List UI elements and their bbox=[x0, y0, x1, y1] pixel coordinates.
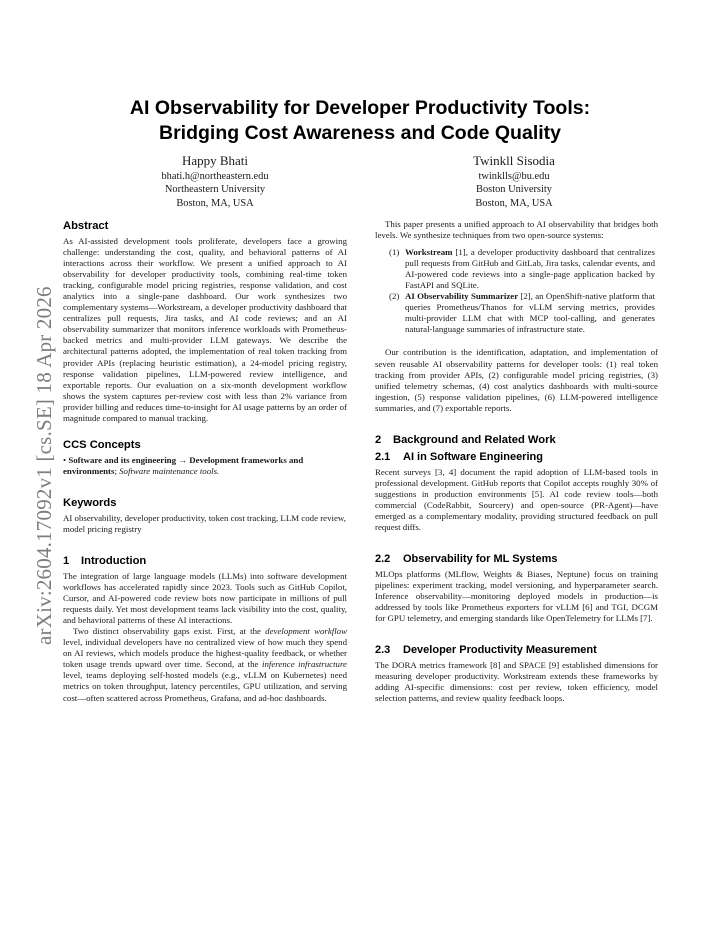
subsection-heading bbox=[375, 552, 658, 566]
author-email: twinklls@bu.edu bbox=[478, 171, 550, 182]
introduction-heading bbox=[63, 554, 347, 568]
section-title: Introduction bbox=[81, 554, 147, 567]
ccs-heading: CCS Concepts bbox=[63, 438, 141, 451]
section-number: 2 bbox=[375, 433, 382, 446]
author-location: Boston, MA, USA bbox=[176, 197, 254, 209]
intro-paragraph-2 bbox=[63, 626, 347, 703]
subsection-text: Recent surveys [3, 4] document the rapid adoption of LLM-based tools in professional development. GitHub reports that Copilot accepts roughly 30% of suggestions in production environments [5]. AI code review tools—both commercial (CodeRabbit, Sourcery) and open-source (PR-Agent)—have emerged as a complementary modality, providing structured feedback on pull request diffs. bbox=[375, 466, 658, 532]
author-name: Happy Bhati bbox=[181, 153, 249, 168]
author-affiliation: Boston University bbox=[476, 184, 552, 196]
right-intro-paragraph: This paper presents a unified approach to AI observability that bridges both levels. We synthesize techniques from two open-source systems: bbox=[375, 219, 658, 241]
keywords-heading: Keywords bbox=[63, 496, 117, 509]
keywords-text: AI observability, developer productivity, token cost tracking, LLM code review, model pricing registry bbox=[63, 512, 346, 534]
subsection-heading bbox=[375, 450, 658, 464]
author-affiliation: Northeastern University bbox=[164, 184, 266, 196]
ccs-bullet: • bbox=[63, 454, 67, 465]
abstract-text: As AI-assisted development tools proliferate, developers face a growing challenge: understanding the cost, quality, and behavioral patterns of AI interactions across their workflow. We present a unified approach to AI observability for developer productivity tools, combining real-time token tracking, configurable model pricing registries, response validation, and cost analytics into a single-pane dashboard. Our work synthesizes two complementary systems—Workstream, a developer productivity dashboard that centralizes pull requests, Jira tasks, and AI code reviews; and an AI observability summarizer that monitors inference workloads with Prometheus-backed metrics and multi-provider LLM gateways. We describe the architectural patterns adopted, the implementation of real token tracking from provider APIs (replacing heuristic estimation), a 24-model pricing registry, response validation pipelines, LLM-powered review intelligence, and exportable reports. Our evaluation on a six-month development workflow shows the system captures per-review cost with less than 2% variance from provider billing and reduces time-to-insight for AI usage patterns by an order of magnitude compared to manual tracking. bbox=[63, 236, 347, 423]
author-block bbox=[85, 152, 345, 210]
contribution-paragraph: Our contribution is the identification, adaptation, and implementation of seven reusable AI observability patterns for developer tools: (1) real token tracking from provider APIs, (2) configurable model pricing registries, (3) unified telemetry schemas, (4) cost analytics dashboards with multi-source ingestion, (5) response validation pipelines, (6) LLM-powered intelligence summaries, and (7) exportable reports. bbox=[375, 347, 658, 413]
list-item-text: [1], a developer productivity dashboard that centralizes pull requests from GitHub and GitLab, Jira tasks, calendar events, and AI-powered code reviews into a single-page application backed by FastAPI and SQLite. bbox=[405, 247, 655, 291]
author-email: bhati.h@northeastern.edu bbox=[161, 171, 269, 182]
systems-list bbox=[375, 247, 658, 335]
list-item bbox=[375, 291, 658, 335]
author-block bbox=[384, 152, 644, 210]
abstract-heading: Abstract bbox=[63, 220, 109, 232]
intro-p2-text-b: level, individual developers have no centralized view of how much they spend on AI reviews, which models produce the highest-quality feedback, or whether token usage trends upward over time. Second, at the bbox=[63, 637, 347, 670]
arxiv-side-stamp bbox=[6, 255, 58, 655]
subsection-number: 2.3 bbox=[375, 644, 391, 657]
left-column bbox=[63, 219, 347, 704]
intro-p2-text-a: Two distinct observability gaps exist. First, at the bbox=[73, 626, 266, 637]
arxiv-identifier: arXiv:2604.17092v1 [cs.SE] 18 Apr 2026 bbox=[32, 286, 56, 645]
subsection-heading bbox=[375, 643, 658, 657]
subsection-text: The DORA metrics framework [8] and SPACE [9] established dimensions for measuring developer productivity. Workstream extends these frameworks by adding AI-specific dimensions: cost per review, token efficiency, model selection patterns, and review quality feedback loops. bbox=[375, 660, 658, 704]
subsection-title: Developer Productivity Measurement bbox=[403, 644, 597, 657]
list-item-text: [2], an OpenShift-native platform that queries Prometheus/Thanos for vLLM serving metrics, provides multi-provider LLM chat with MCP tool-calling, and generates natural-language summaries of infrastructure state. bbox=[405, 291, 655, 335]
ccs-separator: ; bbox=[114, 465, 120, 476]
section-number: 1 bbox=[63, 554, 70, 567]
intro-paragraph-1: The integration of large language models (LLMs) into software development workflows has accelerated rapidly since 2023. Tools such as GitHub Copilot, Cursor, and AI-powered code review bots now participate in millions of pull requests daily. Yet most development teams lack visibility into the cost, quality, and behavioral patterns of these AI interactions. bbox=[63, 570, 347, 626]
subsection-title: AI in Software Engineering bbox=[403, 450, 543, 463]
title-line-1: AI Observability for Developer Productivity Tools: bbox=[129, 97, 591, 119]
background-heading bbox=[375, 433, 658, 447]
list-item-bold: Workstream bbox=[405, 247, 453, 258]
list-item-bold: AI Observability Summarizer bbox=[405, 291, 519, 302]
author-location: Boston, MA, USA bbox=[475, 197, 553, 209]
list-number: (2) bbox=[389, 291, 400, 302]
subsection-text: MLOps platforms (MLflow, Weights & Biases, Neptune) focus on training pipelines: experiment tracking, model versioning, and hyperparameter search. Inference observability—monitoring deployed models in production—is addressed by tools like Prometheus exporters for vLLM [6] and TGI, DCGM for GPU telemetry, and emerging standards like OpenTelemetry for LLMs [7]. bbox=[375, 569, 658, 624]
subsection-number: 2.2 bbox=[375, 553, 391, 566]
ccs-bold-concept: Software and its engineering → Development frameworks and environments bbox=[63, 454, 304, 476]
author-name: Twinkll Sisodia bbox=[473, 153, 555, 168]
ccs-italic-concept: Software maintenance tools. bbox=[119, 465, 220, 476]
section-title: Background and Related Work bbox=[393, 433, 556, 446]
ccs-concepts bbox=[63, 455, 347, 477]
paper-title bbox=[62, 96, 658, 146]
intro-p2-italic-2: inference infrastructure bbox=[262, 659, 347, 670]
subsection-title: Observability for ML Systems bbox=[403, 553, 558, 566]
subsection-number: 2.1 bbox=[375, 450, 391, 463]
list-item bbox=[375, 247, 658, 291]
intro-p2-italic-1: development workflow bbox=[265, 626, 347, 637]
right-column bbox=[375, 219, 658, 704]
intro-p2-text-c: level, teams deploying self-hosted models (e.g., vLLM on Kubernetes) need metrics on token throughput, latency percentiles, GPU utilization, and serving cost—often scattered across Prometheus, Grafana, and ad-hoc dashboards. bbox=[63, 670, 347, 703]
title-line-2: Bridging Cost Awareness and Code Quality bbox=[159, 122, 561, 144]
list-number: (1) bbox=[389, 247, 400, 258]
